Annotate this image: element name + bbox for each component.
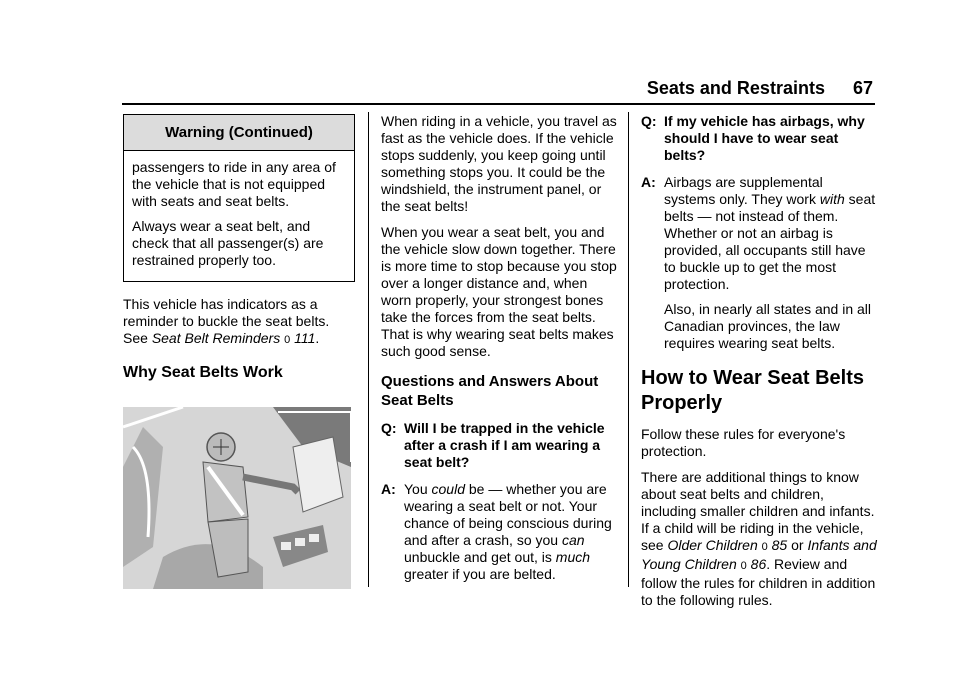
column-divider <box>368 112 369 587</box>
text: or <box>787 537 808 553</box>
page-reference[interactable]: 86 <box>750 556 767 572</box>
paragraph: When you wear a seat belt, you and the vehicle slow down together. There is more time to stop because you stop over a longer distance and, when worn properly, your strongest bones take the forces from the seat belts. That is why wearing seat belts makes such good sense. <box>381 224 617 359</box>
text: seat belts — not instead of them. Whether or not an airbag is provided, all occupants still have to buckle up to get the most protection. <box>664 191 876 292</box>
page-header <box>122 78 873 104</box>
answer-item <box>381 481 617 583</box>
left-column <box>123 114 355 589</box>
cross-reference-link[interactable]: Older Children <box>667 537 758 553</box>
text: greater if you are belted. <box>404 566 556 582</box>
answer-item <box>641 174 877 352</box>
middle-column <box>381 113 617 593</box>
answer-label: A: <box>381 481 396 497</box>
page-ref-arrow-icon: 0 <box>740 560 747 572</box>
warning-box <box>123 114 355 282</box>
emphasis: could <box>431 481 465 497</box>
page-reference[interactable]: 111 <box>294 330 316 346</box>
answer-text <box>404 481 617 583</box>
text: Airbags are supplemental systems only. They work <box>664 174 823 207</box>
paragraph <box>641 469 877 609</box>
column-divider <box>628 112 629 587</box>
question-label: Q: <box>641 113 657 129</box>
section-heading: How to Wear Seat Belts Properly <box>641 367 865 414</box>
paragraph: Follow these rules for everyone's protection. <box>641 426 846 459</box>
warning-paragraph: Always wear a seat belt, and check that all passenger(s) are restrained properly too. <box>132 218 324 268</box>
section-heading: Why Seat Belts Work <box>123 364 283 381</box>
cross-reference-link[interactable]: Seat Belt Reminders <box>151 330 281 346</box>
question-text: Will I be trapped in the vehicle after a crash if I am wearing a seat belt? <box>404 420 605 470</box>
text: . <box>315 330 320 346</box>
paragraph: When riding in a vehicle, you travel as fast as the vehicle does. If the vehicle stops suddenly, you keep going until something stops you. It could be the windshield, the instrument panel, or the seat belts! <box>381 113 617 214</box>
text: be — whether you are wearing a seat belt or not. Your chance of being conscious during and after a crash, so you <box>404 481 612 548</box>
cross-reference-link[interactable]: Infants and Young Children <box>641 537 877 572</box>
text: This vehicle has indicators as a reminder to buckle the seat belts. See <box>123 296 330 346</box>
warning-body <box>124 151 354 281</box>
section-heading: Questions and Answers About Seat Belts <box>381 373 599 409</box>
question-label: Q: <box>381 420 397 436</box>
text: . Review and follow the rules for children in addition to the following rules. <box>641 556 876 608</box>
paragraph <box>123 296 355 349</box>
text: unbuckle and get out, is <box>404 549 556 565</box>
question-text: If my vehicle has airbags, why should I have to wear seat belts? <box>664 113 865 163</box>
question-item <box>381 420 617 471</box>
question-item <box>641 113 877 164</box>
warning-paragraph: passengers to ride in any area of the vehicle that is not equipped with seats and seat belts. <box>132 159 336 209</box>
answer-label: A: <box>641 174 656 190</box>
text: There are additional things to know about seat belts and children, including smaller children and infants. If a child will be riding in the vehicle, see <box>641 469 875 553</box>
emphasis: much <box>555 549 591 565</box>
section-title: Seats and Restraints <box>646 78 825 98</box>
page-ref-arrow-icon: 0 <box>284 334 291 346</box>
text: You <box>404 481 432 497</box>
header-rule <box>122 103 875 105</box>
right-column <box>641 113 877 618</box>
answer-text <box>664 174 877 352</box>
crash-test-dummy-image <box>123 407 351 589</box>
page-ref-arrow-icon: 0 <box>761 541 768 553</box>
emphasis: with <box>819 191 845 207</box>
answer-paragraph: Also, in nearly all states and in all Canadian provinces, the law requires wearing seat belts. <box>664 301 871 351</box>
page-number: 67 <box>852 78 873 98</box>
warning-title: Warning (Continued) <box>124 115 354 151</box>
crash-illustration <box>123 407 351 589</box>
emphasis: can <box>561 532 585 548</box>
page-reference[interactable]: 85 <box>771 537 788 553</box>
